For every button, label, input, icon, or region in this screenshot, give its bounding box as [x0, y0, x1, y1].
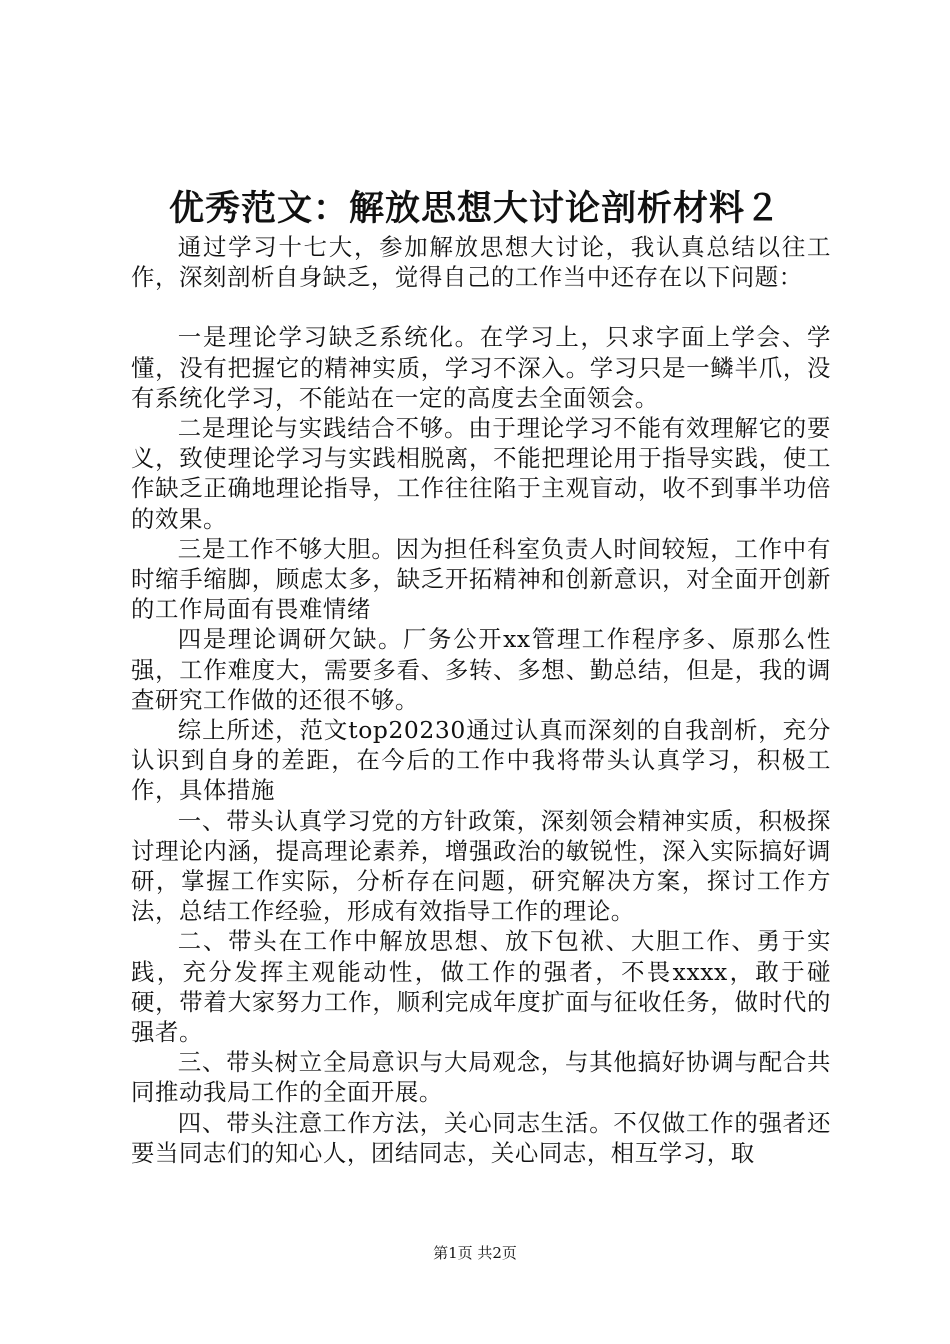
paragraph-measure-2: 二、带头在工作中解放思想、放下包袱、大胆工作、勇于实践，充分发挥主观能动性，做工作的强者，不畏xxxx，敢于碰硬，带着大家努力工作，顺利完成年度扩面与征收任务，做时代的强者。 — [131, 927, 831, 1047]
paragraph-problem-2: 二是理论与实践结合不够。由于理论学习不能有效理解它的要义，致使理论学习与实践相脱离，不能把理论用于指导实践，使工作缺乏正确地理论指导，工作往往陷于主观盲动，收不到事半功倍的效果。 — [131, 414, 831, 533]
paragraph-problem-4: 四是理论调研欠缺。厂务公开xx管理工作程序多、原那么性强，工作难度大，需要多看、多转、多想、勤总结，但是，我的调查研究工作做的还很不够。 — [131, 625, 831, 714]
paragraph-summary: 综上所述，范文top20230通过认真而深刻的自我剖析，充分认识到自身的差距，在今后的工作中我将带头认真学习，积极工作，具体措施 — [131, 716, 831, 805]
paragraph-problem-3: 三是工作不够大胆。因为担任科室负责人时间较短，工作中有时缩手缩脚，顾虑太多，缺乏开拓精神和创新意识，对全面开创新的工作局面有畏难情绪 — [131, 534, 831, 624]
page-footer: 第1页 共2页 — [433, 1244, 517, 1262]
paragraph-measure-4: 四、带头注意工作方法，关心同志生活。不仅做工作的强者还要当同志们的知心人，团结同志，关心同志，相互学习，取 — [131, 1108, 831, 1167]
paragraph-problem-1: 一是理论学习缺乏系统化。在学习上，只求字面上学会、学懂，没有把握它的精神实质，学习不深入。学习只是一鳞半爪，没有系统化学习，不能站在一定的高度去全面领会。 — [131, 323, 831, 412]
document-title: 优秀范文：解放思想大讨论剖析材料２ — [168, 188, 781, 229]
paragraph-measure-1: 一、带头认真学习党的方针政策，深刻领会精神实质，积极探讨理论内涵，提高理论素养，增强政治的敏锐性，深入实际搞好调研，掌握工作实际，分析存在问题，研究解决方案，探讨工作方法，总结工作经验，形成有效指导工作的理论。 — [131, 806, 831, 926]
paragraph-intro: 通过学习十七大，参加解放思想大讨论，我认真总结以往工作，深刻剖析自身缺乏，觉得自己的工作当中还存在以下问题： — [131, 233, 831, 292]
document-body — [131, 232, 831, 1168]
paragraph-measure-3: 三、带头树立全局意识与大局观念，与其他搞好协调与配合共同推动我局工作的全面开展。 — [131, 1048, 831, 1107]
